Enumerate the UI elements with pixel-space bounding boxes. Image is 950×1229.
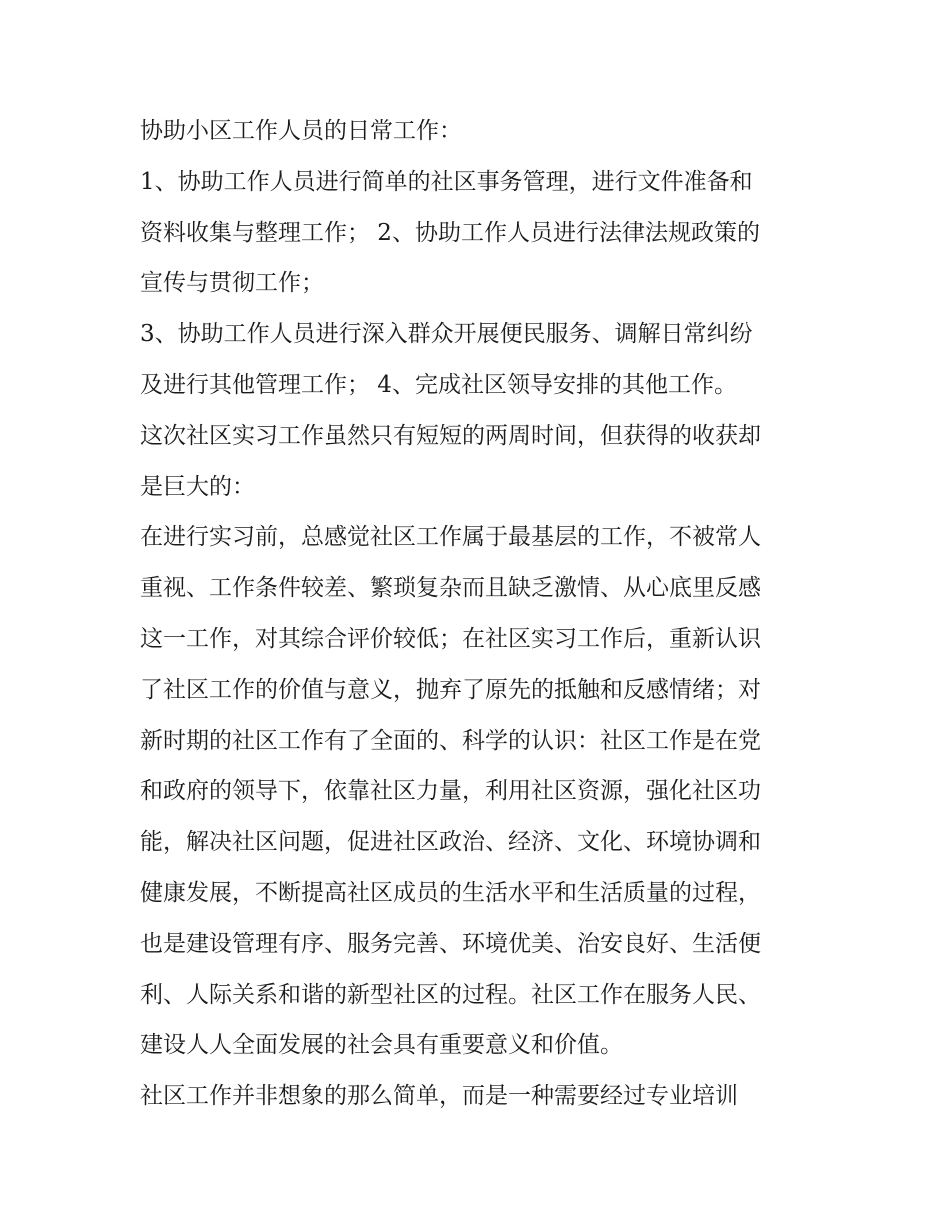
text-line: 也是建设管理有序、服务完善、环境优美、治安良好、生活便 xyxy=(140,930,761,957)
text-line: 新时期的社区工作有了全面的、科学的认识：社区工作是在党 xyxy=(140,727,761,754)
text-line: 这次社区实习工作虽然只有短短的两周时间，但获得的收获却 xyxy=(140,422,761,449)
text-line: 利、人际关系和谐的新型社区的过程。社区工作在服务人民、 xyxy=(140,981,761,1008)
text-line: 这一工作，对其综合评价较低；在社区实习工作后，重新认识 xyxy=(140,625,761,652)
text-line: 健康发展，不断提高社区成员的生活水平和生活质量的过程， xyxy=(140,879,761,906)
document-body xyxy=(140,106,820,1122)
text-line: 和政府的领导下，依靠社区力量，利用社区资源，强化社区功 xyxy=(140,778,761,805)
text-line: 重视、工作条件较差、繁琐复杂而且缺乏激情、从心底里反感 xyxy=(140,575,761,602)
text-line: 建设人人全面发展的社会具有重要意义和价值。 xyxy=(140,1032,623,1059)
text-line: 资料收集与整理工作； 2、协助工作人员进行法律法规政策的 xyxy=(140,219,760,246)
text-line: 宣传与贯彻工作； xyxy=(140,270,324,297)
text-line: 在进行实习前，总感觉社区工作属于最基层的工作，不被常人 xyxy=(140,524,761,551)
text-line: 1、协助工作人员进行简单的社区事务管理，进行文件准备和 xyxy=(140,168,753,195)
text-line: 3、协助工作人员进行深入群众开展便民服务、调解日常纠纷 xyxy=(140,321,753,348)
text-line: 及进行其他管理工作； 4、完成社区领导安排的其他工作。 xyxy=(140,371,737,398)
text-line: 是巨大的： xyxy=(140,473,255,500)
text-line: 了社区工作的价值与意义，抛弃了原先的抵触和反感情绪；对 xyxy=(140,676,761,703)
text-line: 社区工作并非想象的那么简单，而是一种需要经过专业培训 xyxy=(140,1083,738,1110)
text-line: 协助小区工作人员的日常工作： xyxy=(140,118,462,144)
text-line: 能，解决社区问题，促进社区政治、经济、文化、环境协调和 xyxy=(140,829,761,856)
